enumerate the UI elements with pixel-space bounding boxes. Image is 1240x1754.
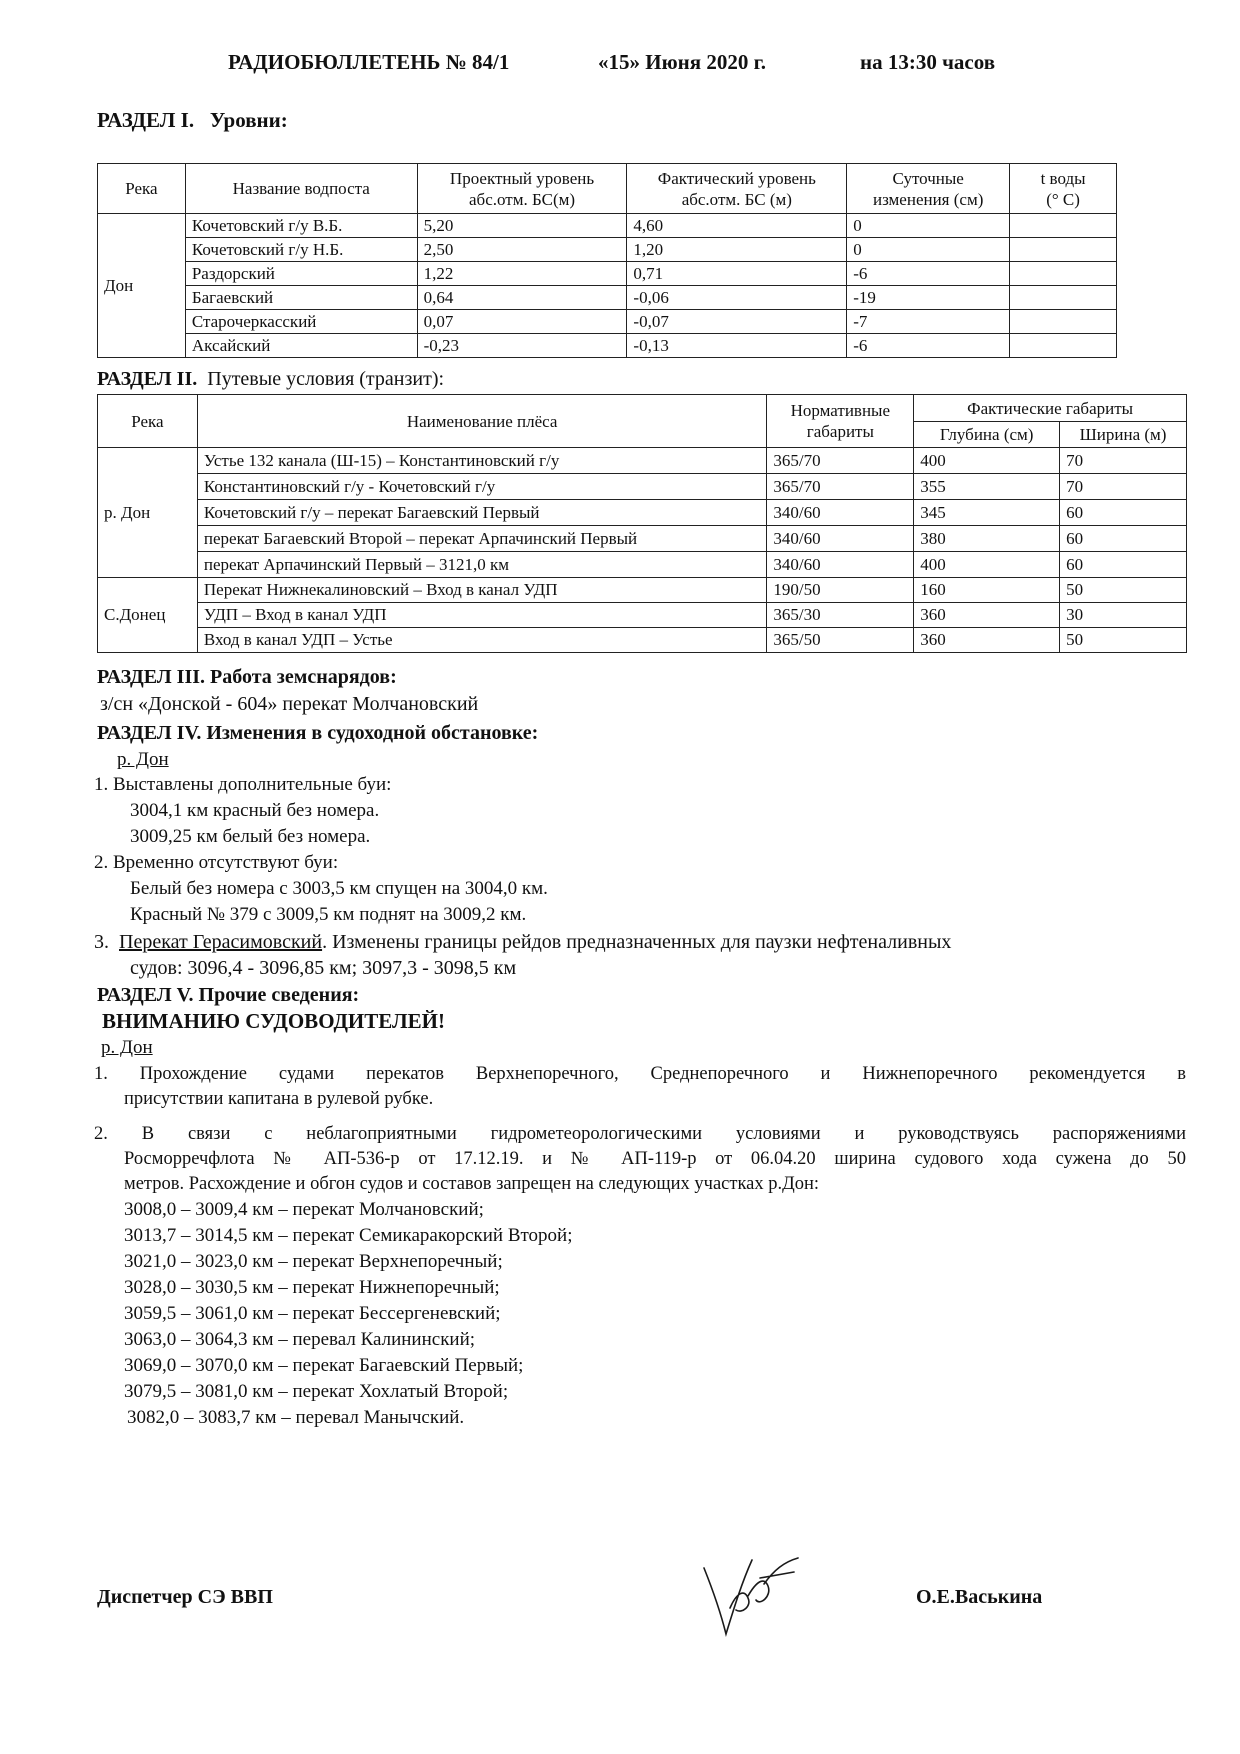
- table-row: [98, 262, 1117, 286]
- actual-depth: 160: [914, 578, 1060, 603]
- section1-title: [97, 108, 288, 133]
- daily-change: 0: [847, 238, 1010, 262]
- design-level: 0,64: [417, 286, 627, 310]
- actual-level: 0,71: [627, 262, 847, 286]
- table-row: [98, 334, 1117, 358]
- actual-width: 60: [1060, 526, 1187, 552]
- daily-change: 0: [847, 214, 1010, 238]
- section3-text: з/сн «Донской - 604» перекат Молчановский: [100, 693, 479, 715]
- post-name: Старочеркасский: [185, 310, 417, 334]
- water-temp: [1010, 286, 1117, 310]
- stretch-name: Вход в канал УДП – Устье: [197, 628, 767, 653]
- table-row: [98, 448, 1187, 474]
- stretch-name: перекат Багаевский Второй – перекат Арпачинский Первый: [197, 526, 767, 552]
- transit-col-stretch: Наименование плёса: [197, 395, 767, 448]
- levels-col-river: Река: [98, 164, 186, 214]
- actual-depth: 355: [914, 474, 1060, 500]
- actual-width: 30: [1060, 603, 1187, 628]
- bulletin-number: РАДИОБЮЛЛЕТЕНЬ № 84/1: [228, 50, 510, 74]
- actual-level: -0,06: [627, 286, 847, 310]
- transit-header-row: [98, 395, 1187, 422]
- norm-dims: 340/60: [767, 526, 914, 552]
- attention-heading: ВНИМАНИЮ СУДОВОДИТЕЛЕЙ!: [102, 1009, 445, 1033]
- actual-width: 70: [1060, 448, 1187, 474]
- levels-col-daily: Суточные изменения (см): [847, 164, 1010, 214]
- section2-title-text: Путевые условия (транзит):: [207, 368, 445, 390]
- section4-item1-line: 3009,25 км белый без номера.: [130, 826, 371, 847]
- levels-col-design: Проектный уровень абс.отм. БС(м): [417, 164, 627, 214]
- table-row: [98, 603, 1187, 628]
- daily-change: -6: [847, 334, 1010, 358]
- table-row: [98, 526, 1187, 552]
- daily-change: -6: [847, 262, 1010, 286]
- section1-title-number: РАЗДЕЛ I.: [97, 108, 195, 132]
- norm-dims: 190/50: [767, 578, 914, 603]
- levels-col-actual: Фактический уровень абс.отм. БС (м): [627, 164, 847, 214]
- list-item: 3082,0 – 3083,7 км – перевал Манычский.: [127, 1407, 465, 1428]
- stretch-name: УДП – Вход в канал УДП: [197, 603, 767, 628]
- table-row: [98, 628, 1187, 653]
- section4-item1-line: 3004,1 км красный без номера.: [130, 800, 380, 821]
- levels-col-post: Название водпоста: [185, 164, 417, 214]
- daily-change: -7: [847, 310, 1010, 334]
- norm-dims: 340/60: [767, 500, 914, 526]
- levels-table: [97, 163, 1117, 358]
- water-temp: [1010, 262, 1117, 286]
- section5-p1-line1: 1. Прохождение судами перекатов Верхнепоречного, Среднепоречного и Нижнепоречного рекомендуется в: [94, 1064, 1186, 1084]
- table-row: [98, 238, 1117, 262]
- list-item: 3028,0 – 3030,5 км – перекат Нижнепоречный;: [124, 1277, 500, 1298]
- table-row: [98, 474, 1187, 500]
- norm-dims: 365/30: [767, 603, 914, 628]
- actual-depth: 360: [914, 628, 1060, 653]
- section2-title-number: РАЗДЕЛ II.: [97, 368, 198, 390]
- list-item: 3021,0 – 3023,0 км – перекат Верхнепоречный;: [124, 1251, 503, 1272]
- transit-col-norm: Нормативные габариты: [767, 395, 914, 448]
- levels-river-cell: Дон: [98, 214, 186, 358]
- design-level: -0,23: [417, 334, 627, 358]
- section4-item2-line: Белый без номера с 3003,5 км спущен на 3004,0 км.: [130, 878, 548, 899]
- norm-dims: 365/70: [767, 448, 914, 474]
- actual-width: 50: [1060, 578, 1187, 603]
- actual-depth: 400: [914, 448, 1060, 474]
- list-item: 3008,0 – 3009,4 км – перекат Молчановский;: [124, 1199, 484, 1220]
- table-row: [98, 310, 1117, 334]
- norm-dims: 365/70: [767, 474, 914, 500]
- list-item: 3059,5 – 3061,0 км – перекат Бессергеневский;: [124, 1303, 501, 1324]
- dispatcher-name: О.Е.Васькина: [916, 1586, 1043, 1608]
- dispatcher-position: Диспетчер СЭ ВВП: [97, 1586, 273, 1608]
- stretch-name: Перекат Нижнекалиновский – Вход в канал УДП: [197, 578, 767, 603]
- actual-depth: 380: [914, 526, 1060, 552]
- actual-width: 70: [1060, 474, 1187, 500]
- table-row: [98, 578, 1187, 603]
- stretch-name: Устье 132 канала (Ш-15) – Константиновский г/у: [197, 448, 767, 474]
- transit-table: [97, 394, 1187, 653]
- transit-river-cell: С.Донец: [98, 578, 198, 653]
- list-item: 3069,0 – 3070,0 км – перекат Багаевский Первый;: [124, 1355, 524, 1376]
- actual-depth: 360: [914, 603, 1060, 628]
- norm-dims: 340/60: [767, 552, 914, 578]
- levels-col-temp: t воды (° С): [1010, 164, 1117, 214]
- post-name: Раздорский: [185, 262, 417, 286]
- list-item: 3079,5 – 3081,0 км – перекат Хохлатый Второй;: [124, 1381, 509, 1402]
- post-name: Кочетовский г/у Н.Б.: [185, 238, 417, 262]
- table-row: [98, 500, 1187, 526]
- stretch-name: Константиновский г/у - Кочетовский г/у: [197, 474, 767, 500]
- section5-title: РАЗДЕЛ V. Прочие сведения:: [97, 984, 360, 1006]
- norm-dims: 365/50: [767, 628, 914, 653]
- section4-item3-line2: судов: 3096,4 - 3096,85 км; 3097,3 - 3098,5 км: [130, 957, 517, 979]
- design-level: 2,50: [417, 238, 627, 262]
- water-temp: [1010, 214, 1117, 238]
- section5-p2-line2: Росморречфлота № АП-536-р от 17.12.19. и № АП-119-р от 06.04.20 ширина судового хода сужена до 50: [124, 1149, 1186, 1169]
- transit-col-width: Ширина (м): [1060, 422, 1187, 448]
- stretch-name: Кочетовский г/у – перекат Багаевский Первый: [197, 500, 767, 526]
- actual-width: 60: [1060, 500, 1187, 526]
- post-name: Багаевский: [185, 286, 417, 310]
- table-row: [98, 214, 1117, 238]
- section2-title: [97, 368, 444, 391]
- section4-item3: 3. Перекат Герасимовский. Изменены границы рейдов предназначенных для паузки нефтеналивных: [94, 931, 952, 953]
- section5-p2-line3: метров. Расхождение и обгон судов и составов запрещен на следующих участках р.Дон:: [124, 1174, 820, 1194]
- post-name: Кочетовский г/у В.Б.: [185, 214, 417, 238]
- design-level: 5,20: [417, 214, 627, 238]
- section4-item2-line: Красный № 379 с 3009,5 км поднят на 3009,2 км.: [130, 904, 527, 925]
- actual-depth: 345: [914, 500, 1060, 526]
- list-item: 3013,7 – 3014,5 км – перекат Семикаракорский Второй;: [124, 1225, 573, 1246]
- section4-title: РАЗДЕЛ IV. Изменения в судоходной обстановке:: [97, 722, 539, 744]
- actual-width: 50: [1060, 628, 1187, 653]
- table-row: [98, 552, 1187, 578]
- section3-title: РАЗДЕЛ III. Работа земснарядов:: [97, 666, 397, 688]
- actual-depth: 400: [914, 552, 1060, 578]
- actual-level: 4,60: [627, 214, 847, 238]
- design-level: 0,07: [417, 310, 627, 334]
- transit-col-actual: Фактические габариты: [914, 395, 1187, 422]
- actual-width: 60: [1060, 552, 1187, 578]
- design-level: 1,22: [417, 262, 627, 286]
- table-row: [98, 286, 1117, 310]
- section4-river: р. Дон: [117, 749, 169, 770]
- stretch-name: перекат Арпачинский Первый – 3121,0 км: [197, 552, 767, 578]
- actual-level: -0,13: [627, 334, 847, 358]
- bulletin-date: «15» Июня 2020 г.: [598, 50, 767, 74]
- post-name: Аксайский: [185, 334, 417, 358]
- section5-p2-line1: 2. В связи с неблагоприятными гидрометеорологическими условиями и руководствуясь распоряжениями: [94, 1124, 1186, 1144]
- transit-river-cell: р. Дон: [98, 448, 198, 578]
- water-temp: [1010, 310, 1117, 334]
- section4-item2-title: 2. Временно отсутствуют буи:: [94, 852, 339, 873]
- actual-level: 1,20: [627, 238, 847, 262]
- list-item: 3063,0 – 3064,3 км – перевал Калининский;: [124, 1329, 476, 1350]
- transit-col-river: Река: [98, 395, 198, 448]
- section1-title-text: Уровни:: [209, 108, 288, 132]
- daily-change: -19: [847, 286, 1010, 310]
- bulletin-time: на 13:30 часов: [860, 50, 996, 74]
- water-temp: [1010, 238, 1117, 262]
- section5-p1-line2: присутствии капитана в рулевой рубке.: [124, 1089, 434, 1109]
- transit-col-depth: Глубина (см): [914, 422, 1060, 448]
- section4-item3-place: Перекат Герасимовский: [119, 931, 323, 953]
- section4-item1-title: 1. Выставлены дополнительные буи:: [94, 774, 392, 795]
- levels-header-row: [98, 164, 1117, 214]
- actual-level: -0,07: [627, 310, 847, 334]
- water-temp: [1010, 334, 1117, 358]
- section5-river: р. Дон: [101, 1037, 153, 1058]
- signature-scribble: [690, 1548, 810, 1638]
